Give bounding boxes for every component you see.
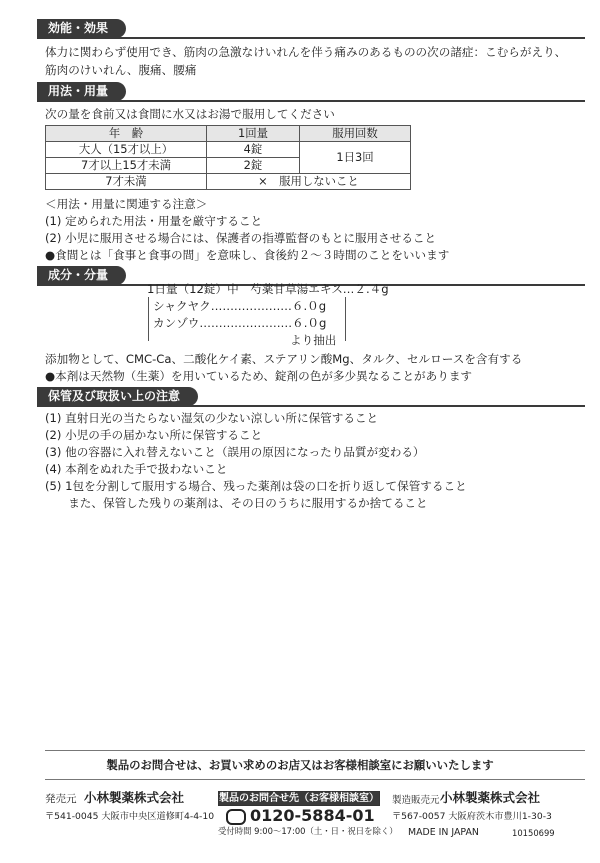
table-header-frequency: 服用回数 <box>300 126 411 142</box>
made-in-label: MADE IN JAPAN <box>408 827 479 838</box>
table-cell-age: 大人（15才以上） <box>46 142 207 158</box>
efficacy-text-line1: 体力に関わらず使用でき、筋肉の急激なけいれんを伴う痛みのあるものの次の諸症：こむらがえり、 <box>45 45 567 59</box>
table-cell-dose: 4錠 <box>207 142 300 158</box>
section-header-efficacy <box>37 19 585 38</box>
seller-address: 〒541-0045 大阪市中央区道修町4-4-10 <box>45 811 215 822</box>
section-title: 成分・分量 <box>37 266 126 285</box>
maker-label: 製造販売元 <box>392 795 440 806</box>
usage-note-2: (2) 小児に服用させる場合には、保護者の指導監督のもとに服用させること <box>45 231 437 245</box>
ingredient-shakuyaku: シャクヤク…………………６.０g <box>153 299 327 313</box>
dosage-table <box>45 125 411 190</box>
storage-item-2: (2) 小児の手の届かない所に保管すること <box>45 428 263 442</box>
usage-note-1: (1) 定められた用法・用量を厳守すること <box>45 214 263 228</box>
storage-item-5: (5) 1包を分割して服用する場合、残った薬剤は袋の口を折り返して保管すること <box>45 479 467 493</box>
maker-address: 〒567-0057 大阪府茨木市豊川1-30-3 <box>392 811 552 822</box>
footer-divider-bottom <box>45 779 585 780</box>
storage-item-1: (1) 直射日光の当たらない湿気の少ない涼しい所に保管すること <box>45 411 379 425</box>
section-header-storage <box>37 387 585 406</box>
section-header-usage <box>37 82 585 101</box>
table-row <box>46 142 411 158</box>
phone-number: 0120-5884-01 <box>250 806 375 825</box>
ingredients-additives: 添加物として、CMC-Ca、二酸化ケイ素、ステアリン酸Mg、タルク、セルロースを含有する <box>45 352 523 366</box>
ingredients-extract-note: より抽出 <box>290 333 337 347</box>
table-cell-age: 7才未満 <box>46 174 207 190</box>
seller-name: 小林製薬株式会社 <box>84 790 185 805</box>
footer-divider-top <box>45 750 585 751</box>
table-header-dose: 1回量 <box>207 126 300 142</box>
table-cell-age: 7才以上15才未満 <box>46 158 207 174</box>
storage-item-5-continued: また、保管した残りの薬剤は、その日のうちに服用するか捨てること <box>45 496 428 510</box>
section-title: 用法・用量 <box>37 82 126 101</box>
efficacy-text-line2: 筋肉のけいれん、腹痛、腰痛 <box>45 63 197 77</box>
table-cell-frequency: 1日3回 <box>300 142 411 174</box>
table-header-row <box>46 126 411 142</box>
seller-label: 発売元 <box>45 793 77 805</box>
section-title: 効能・効果 <box>37 19 126 38</box>
ingredients-note: ●本剤は天然物（生薬）を用いているため、錠剤の色が多少異なることがあります <box>45 369 473 383</box>
maker-name: 小林製薬株式会社 <box>440 790 541 805</box>
usage-note-3: ●食間とは「食事と食事の間」を意味し、食後約２～３時間のことをいいます <box>45 248 450 262</box>
contact-hours: 受付時間 9:00～17:00（土・日・祝日を除く） <box>218 826 398 836</box>
storage-item-3: (3) 他の容器に入れ替えないこと（誤用の原因になったり品質が変わる） <box>45 445 425 459</box>
usage-notes-title: ＜用法・用量に関連する注意＞ <box>45 197 208 211</box>
ingredients-daily-dose: 1日量（12錠）中 芍薬甘草湯エキス…２.４g <box>147 282 389 296</box>
table-cell-dose: × 服用しないこと <box>207 174 411 190</box>
table-row <box>46 174 411 190</box>
product-code: 10150699 <box>512 828 555 838</box>
ingredient-kanzo: カンゾウ……………………６.０g <box>153 316 327 330</box>
usage-intro: 次の量を食前又は食間に水又はお湯で服用してください <box>45 107 335 121</box>
footer-inquiry-text: 製品のお問合せは、お買い求めのお店又はお客様相談室にお願いいたします <box>106 758 494 772</box>
table-cell-dose: 2錠 <box>207 158 300 174</box>
contact-label: 製品のお問合せ先（お客様相談室） <box>219 793 379 804</box>
table-header-age: 年 齢 <box>46 126 207 142</box>
section-title: 保管及び取扱い上の注意 <box>37 387 198 406</box>
storage-item-4: (4) 本剤をぬれた手で扱わないこと <box>45 462 228 476</box>
